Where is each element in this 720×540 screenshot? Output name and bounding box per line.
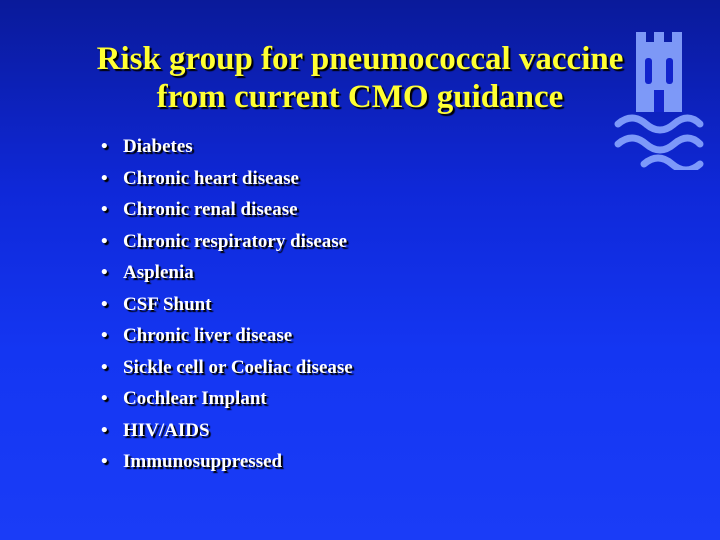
- list-item: [101, 289, 353, 321]
- list-item: [101, 352, 353, 384]
- list-item-text: Cochlear Implant: [123, 388, 267, 409]
- list-item-text: Sickle cell or Coeliac disease: [123, 356, 353, 378]
- list-item: [101, 226, 353, 258]
- list-item: [101, 446, 353, 478]
- slide-title-line-1: Risk group for pneumococcal vaccine: [96, 41, 624, 77]
- slide-title: [0, 40, 720, 116]
- list-item: [101, 163, 353, 195]
- list-item-text: Chronic liver disease: [123, 325, 293, 346]
- bullet-icon: •: [101, 136, 108, 157]
- bullet-icon: •: [101, 419, 108, 441]
- bullet-icon: •: [101, 388, 108, 409]
- list-item-text: Asplenia: [123, 262, 194, 283]
- list-item: [101, 320, 353, 352]
- list-item-text: Immunosuppressed: [123, 451, 283, 472]
- list-item-text: Chronic respiratory disease: [123, 230, 348, 252]
- bullet-icon: •: [101, 199, 108, 220]
- list-item: [101, 131, 353, 163]
- bullet-icon: •: [101, 451, 108, 472]
- list-item-text: Chronic renal disease: [123, 199, 298, 220]
- bullet-icon: •: [101, 325, 108, 346]
- bullet-icon: •: [101, 230, 108, 252]
- list-item-text: Chronic heart disease: [123, 167, 299, 189]
- slide-title-line-2: from current CMO guidance: [156, 79, 564, 115]
- list-item-text: HIV/AIDS: [123, 419, 210, 441]
- risk-group-list: [101, 131, 353, 478]
- list-item: [101, 194, 353, 226]
- list-item: [101, 257, 353, 289]
- list-item-text: Diabetes: [123, 136, 193, 157]
- list-item: [101, 383, 353, 415]
- bullet-icon: •: [101, 167, 108, 189]
- bullet-icon: •: [101, 356, 108, 378]
- list-item-text: CSF Shunt: [123, 293, 212, 315]
- bullet-icon: •: [101, 293, 108, 315]
- bullet-icon: •: [101, 262, 108, 283]
- list-item: [101, 415, 353, 447]
